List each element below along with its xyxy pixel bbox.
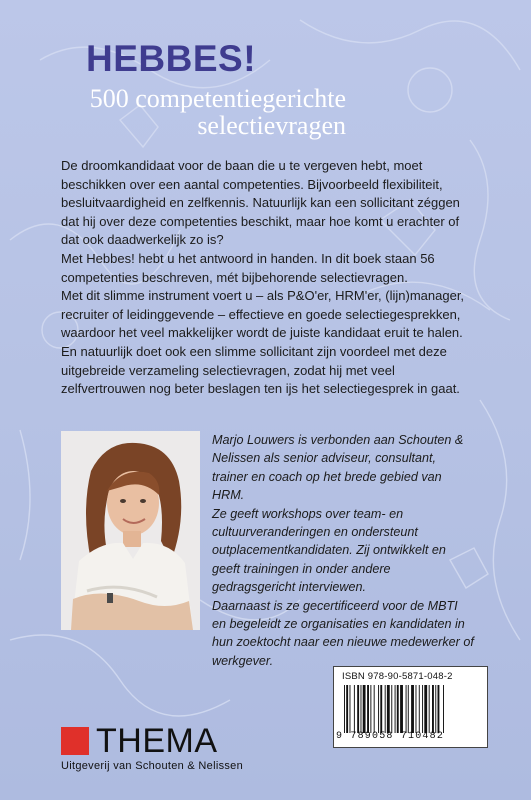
blurb-paragraph: En natuurlijk doet ook een slimme sollicitant zijn voordeel met deze uitgebreide verzameling selectievragen, zodat hij met veel zelfvertrouwen nog beter beslagen ten ijs het selectiegesprek in gaat.	[61, 343, 460, 397]
author-photo	[61, 431, 200, 630]
barcode-box	[333, 666, 488, 748]
logo-text: THEMA	[96, 722, 218, 760]
blurb-paragraph: De droomkandidaat voor de baan die u te vergeven hebt, moet beschikken over een aantal competenties. Bijvoorbeeld flexibiliteit, besluitvaardigheid en zelfkennis. Natuurlijk kan een sollicitant zéggen dat hij over deze competenties beschikt, maar hoe komt u erachter of dat ook daadwerkelijk zo is?	[61, 158, 460, 248]
blurb-paragraph: Met dit slimme instrument voert u – als P&O'er, HRM'er, (lijn)manager, recruiter of leidinggevende – effectieve en goede selectiegesprekken, waardoor het veel makkelijker wordt de juiste kandidaat eruit te halen.	[61, 288, 465, 341]
isbn-label: ISBN 978-90-5871-048-2	[342, 671, 453, 682]
publisher-name: Uitgeverij van Schouten & Nelissen	[61, 760, 244, 772]
book-title: HEBBES!	[86, 38, 257, 79]
barcode-digits: 9 789058 710482	[336, 731, 445, 742]
subtitle-line: selectievragen	[197, 111, 346, 140]
blurb-text	[61, 157, 471, 399]
author-bio	[212, 431, 474, 670]
bio-paragraph: Ze geeft workshops over team- en cultuurveranderingen en ondersteunt outplacementkandidaten. Zij ontwikkelt en geeft trainingen in onder andere gedragsgericht interviewen.	[212, 506, 446, 595]
blurb-paragraph: Met Hebbes! hebt u het antwoord in handen. In dit boek staan 56 competenties beschreven, mét bijbehorende selectievragen.	[61, 250, 435, 285]
subtitle-line: 500 competentiegerichte	[89, 84, 346, 113]
bio-paragraph: Marjo Louwers is verbonden aan Schouten & Nelissen als senior adviseur, consultant, trainer en coach op het brede gebied van HRM.	[212, 433, 464, 503]
book-subtitle	[36, 85, 346, 139]
barcode-icon	[342, 685, 479, 733]
bio-paragraph: Daarnaast is ze gecertificeerd voor de MBTI en begeleidt ze organisaties en kandidaten in hun zoektocht naar een nieuwe medewerker of werkgever.	[212, 598, 474, 668]
logo-square-icon	[61, 727, 89, 755]
